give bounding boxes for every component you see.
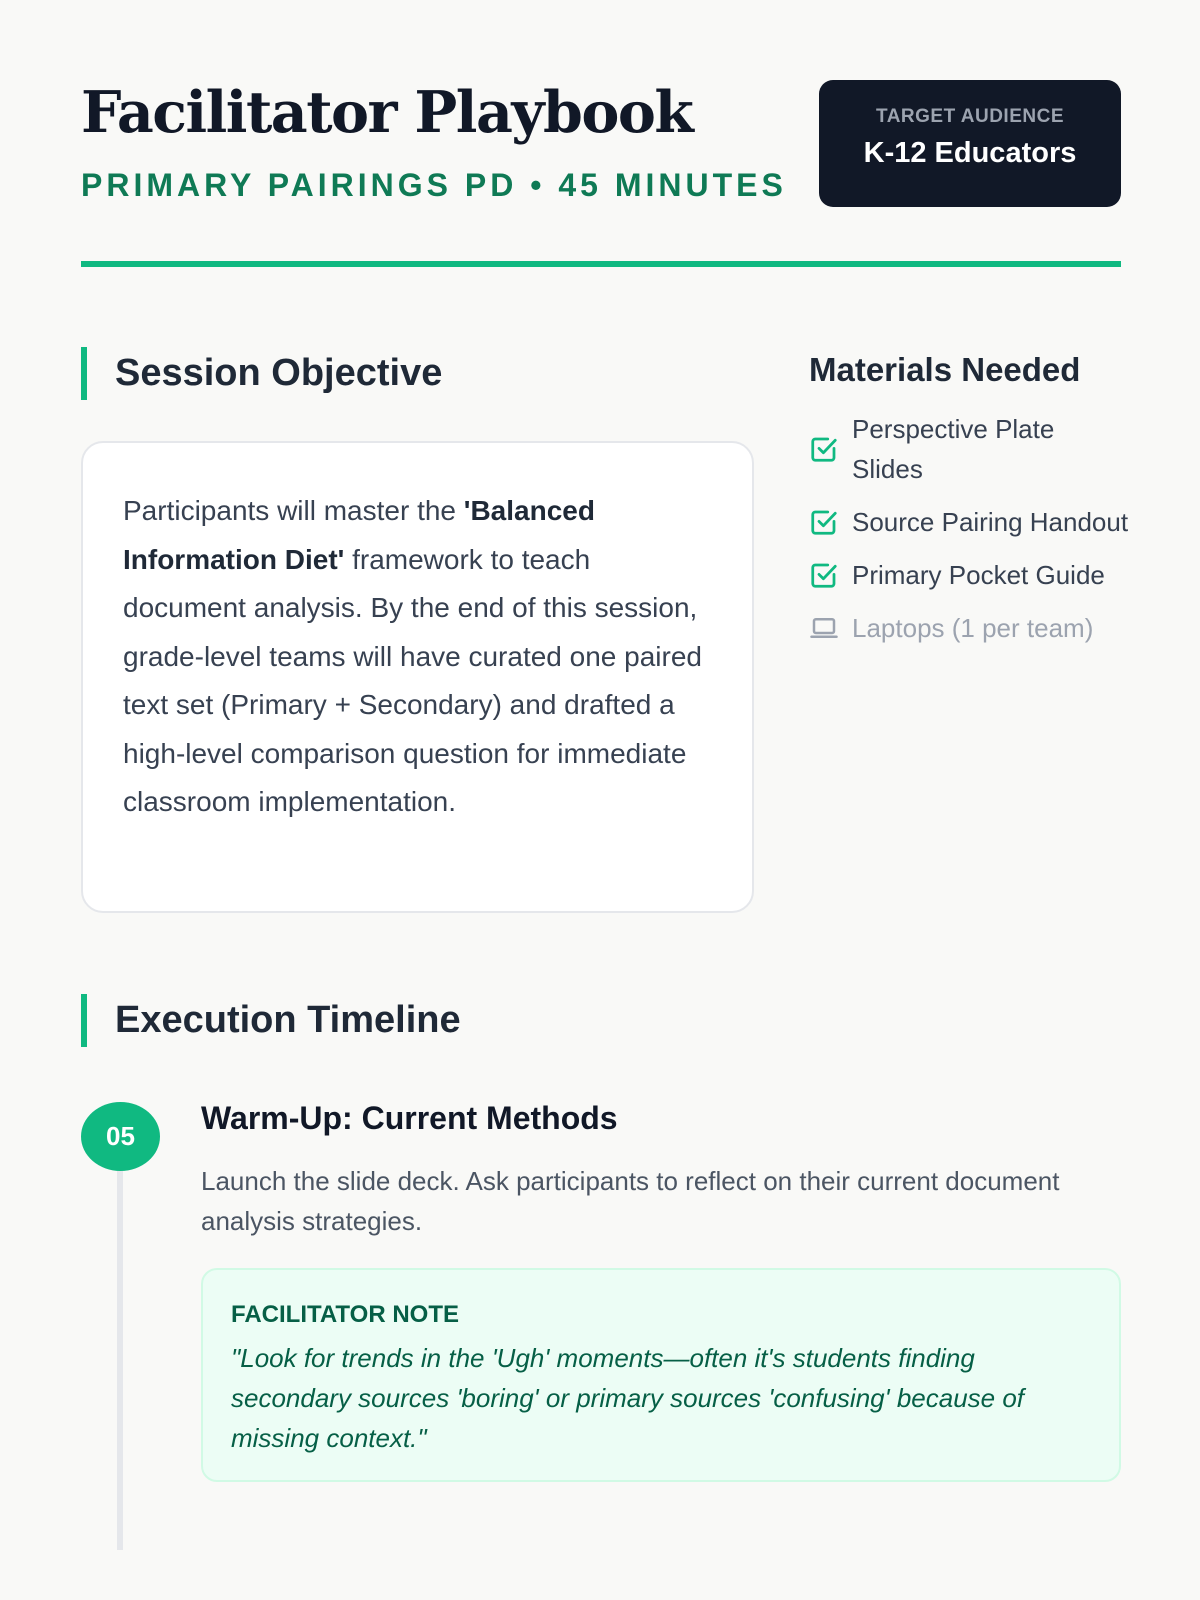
materials-panel bbox=[809, 345, 1129, 661]
material-item bbox=[809, 608, 1129, 648]
step-title: Warm-Up: Current Methods bbox=[201, 1100, 618, 1136]
page-subtitle: PRIMARY PAIRINGS PD • 45 MINUTES bbox=[81, 167, 787, 203]
header-divider bbox=[81, 261, 1121, 267]
step-description: Launch the slide deck. Ask participants to reflect on their current document analysis strategies. bbox=[201, 1166, 1060, 1236]
facilitator-note-text: "Look for trends in the 'Ugh' moments—often it's students finding secondary sources 'boring' or primary sources 'confusing' because of missing context." bbox=[231, 1343, 1025, 1453]
materials-heading: Materials Needed bbox=[809, 351, 1081, 388]
facilitator-note bbox=[201, 1268, 1121, 1482]
objective-heading bbox=[81, 347, 442, 400]
objective-text bbox=[123, 487, 712, 827]
objective-card bbox=[81, 441, 754, 913]
checkbox-checked-icon bbox=[809, 560, 839, 590]
material-item-label: Perspective Plate Slides bbox=[852, 414, 1055, 484]
laptop-icon bbox=[809, 613, 839, 643]
objective-framework-name: 'Balanced Information Diet' bbox=[123, 495, 595, 575]
timeline-heading-text: Execution Timeline bbox=[115, 999, 461, 1041]
material-item-label: Primary Pocket Guide bbox=[852, 560, 1105, 590]
timeline-heading bbox=[81, 994, 461, 1047]
objective-text-rest: framework to teach document analysis. By the end of this session, grade-level teams will have curated one paired text set (Primary + Secondary) and drafted a high-level comparison question for immediate classroom implementation. bbox=[123, 543, 702, 817]
material-item-label: Laptops (1 per team) bbox=[852, 613, 1094, 643]
material-item bbox=[809, 502, 1129, 542]
page-title: Facilitator Playbook bbox=[81, 79, 693, 146]
objective-text-intro: Participants will master the bbox=[123, 495, 464, 526]
facilitator-note-label: FACILITATOR NOTE bbox=[231, 1301, 459, 1328]
material-item bbox=[809, 555, 1129, 595]
audience-badge-label: TARGET AUDIENCE bbox=[876, 106, 1064, 127]
materials-list bbox=[809, 409, 1129, 648]
checkbox-checked-icon bbox=[809, 507, 839, 537]
page-header bbox=[81, 80, 1121, 260]
step-number-badge: 05 bbox=[81, 1102, 160, 1171]
checkbox-checked-icon bbox=[809, 434, 839, 464]
audience-badge bbox=[819, 80, 1121, 207]
objective-heading-text: Session Objective bbox=[115, 352, 443, 394]
material-item bbox=[809, 409, 1129, 489]
audience-badge-value: K-12 Educators bbox=[863, 137, 1077, 169]
timeline-track bbox=[117, 1145, 123, 1550]
material-item-label: Source Pairing Handout bbox=[852, 507, 1129, 537]
